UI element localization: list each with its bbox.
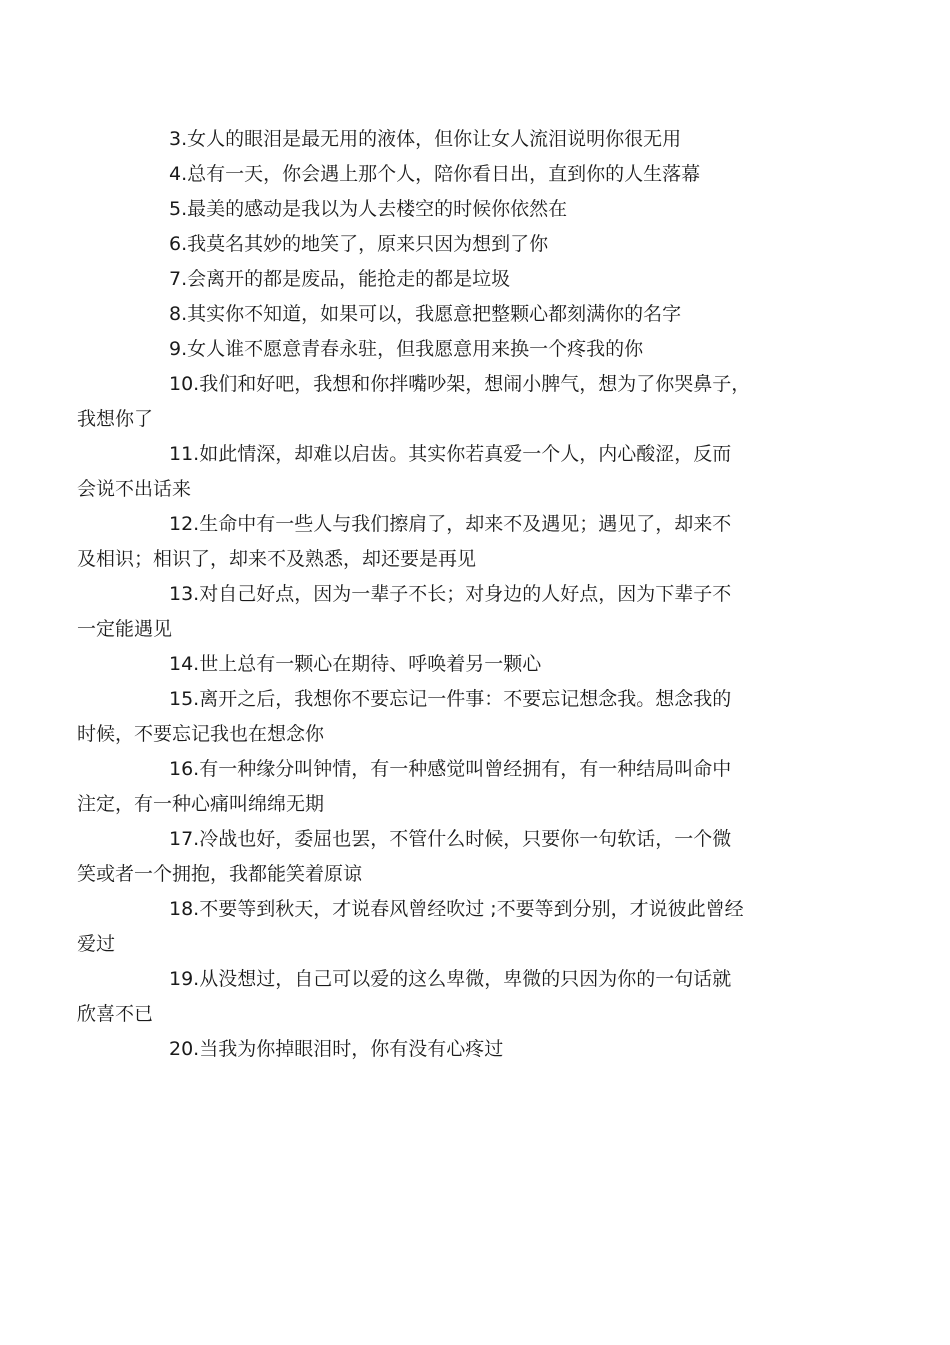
paragraph-line: 会说不出话来: [77, 478, 192, 500]
paragraph-line: 16.有一种缘分叫钟情，有一种感觉叫曾经拥有，有一种结局叫命中: [169, 758, 732, 780]
paragraph-line: 时候，不要忘记我也在想念你: [77, 723, 325, 745]
paragraph-line: 一定能遇见: [77, 618, 173, 640]
paragraph: [123, 227, 823, 262]
paragraph: [123, 647, 823, 682]
paragraph: [123, 157, 823, 192]
paragraph-line: 20.当我为你掉眼泪时，你有没有心疼过: [169, 1038, 504, 1060]
paragraph-line: 8.其实你不知道，如果可以，我愿意把整颗心都刻满你的名字: [169, 303, 682, 325]
paragraph-line: 13.对自己好点，因为一辈子不长；对身边的人好点，因为下辈子不: [169, 583, 732, 605]
paragraph-line: 及相识；相识了，却来不及熟悉，却还要是再见: [77, 548, 477, 570]
paragraph: [77, 577, 823, 647]
paragraph: [123, 332, 823, 367]
paragraph-line: 3.女人的眼泪是最无用的液体，但你让女人流泪说明你很无用: [169, 128, 682, 150]
paragraph: [77, 437, 823, 507]
paragraph: [77, 367, 823, 437]
paragraph: [77, 682, 823, 752]
paragraph-line: 9.女人谁不愿意青春永驻，但我愿意用来换一个疼我的你: [169, 338, 644, 360]
paragraph: [77, 822, 823, 892]
paragraph: [123, 192, 823, 227]
paragraph-line: 6.我莫名其妙的地笑了，原来只因为想到了你: [169, 233, 549, 255]
paragraph-line: 12.生命中有一些人与我们擦肩了，却来不及遇见；遇见了，却来不: [169, 513, 732, 535]
paragraph-line: 14.世上总有一颗心在期待、呼唤着另一颗心: [169, 653, 542, 675]
paragraph-line: 10.我们和好吧，我想和你拌嘴吵架，想闹小脾气，想为了你哭鼻子，: [169, 373, 751, 395]
paragraph-line: 19.从没想过，自己可以爱的这么卑微，卑微的只因为你的一句话就: [169, 968, 732, 990]
paragraph: [77, 507, 823, 577]
paragraph-line: 我想你了: [77, 408, 154, 430]
paragraph: [123, 122, 823, 157]
paragraph-line: 4.总有一天，你会遇上那个人，陪你看日出，直到你的人生落幕: [169, 163, 701, 185]
paragraph: [123, 262, 823, 297]
paragraph: [77, 962, 823, 1032]
paragraph: [77, 752, 823, 822]
paragraph: [123, 297, 823, 332]
paragraph-line: 18.不要等到秋天，才说春风曾经吹过 ;不要等到分别，才说彼此曾经: [169, 898, 744, 920]
paragraph-line: 欣喜不已: [77, 1003, 154, 1025]
paragraph: [77, 892, 823, 962]
paragraph: [123, 1032, 823, 1067]
paragraph-line: 11.如此情深，却难以启齿。其实你若真爱一个人，内心酸涩，反而: [169, 443, 732, 465]
paragraph-line: 爱过: [77, 933, 116, 955]
paragraph-line: 15.离开之后，我想你不要忘记一件事：不要忘记想念我。想念我的: [169, 688, 732, 710]
paragraph-line: 5.最美的感动是我以为人去楼空的时候你依然在: [169, 198, 568, 220]
paragraph-line: 笑或者一个拥抱，我都能笑着原谅: [77, 863, 363, 885]
document-body: [77, 122, 823, 1067]
paragraph-line: 7.会离开的都是废品，能抢走的都是垃圾: [169, 268, 511, 290]
paragraph-line: 17.冷战也好，委屈也罢，不管什么时候，只要你一句软话，一个微: [169, 828, 732, 850]
paragraph-line: 注定，有一种心痛叫绵绵无期: [77, 793, 325, 815]
